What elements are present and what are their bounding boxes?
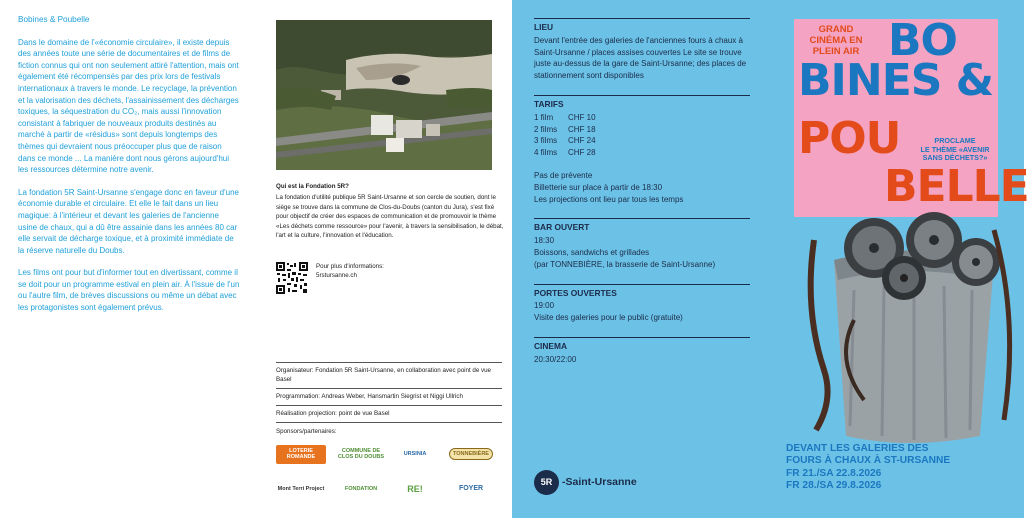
cinema-time: 20:30/22:00 [534, 354, 577, 364]
info-url[interactable]: 5rstursanne.ch [316, 272, 357, 280]
location-line: DEVANT LES GALERIES DES [786, 443, 929, 454]
presale-line: Les projections ont lieu par tous les temps [534, 194, 684, 204]
brand-name: -Saint-Ursanne [562, 475, 637, 488]
section-bar [534, 218, 750, 270]
tarif-row [534, 135, 750, 147]
theme-line: SANS DÉCHETS?» [922, 153, 988, 163]
bar-heading: BAR OUVERT [534, 222, 590, 233]
theme-line: PROCLAME [934, 136, 976, 145]
info-block [316, 262, 384, 281]
sponsor-name-mont-terri: Mont Terri Project [277, 485, 325, 492]
lieu-text: Devant l'entrée des galeries de l'anciennes fours à chaux à Saint-Ursanne / places assises couvertes Le site se trouve juste au-dessus de la gare de Saint-Ursanne; des places de stationnement sont disponibles [534, 35, 747, 81]
intro-panel [0, 0, 256, 518]
tarif-price: CHF 28 [568, 148, 596, 158]
foundation-panel [256, 0, 512, 518]
sponsor-name-foyer: FOYER [458, 484, 484, 492]
intro-paragraph-1: Dans le domaine de l'«économie circulaire», il existe depuis des années toute une série de documentaires et de films de fiction connus qui ont non seulement attiré l'attention, mais ont également été récompensés par des prix lors de festivals internationaux à travers le monde. Le recyclage, la prévention et la valorisation des déchets, l'assainissement des décharges toxiques, la séquestration du CO₂, mais aussi l'innovation consistant à fabriquer de nouveaux produits destinés au marché à partir de «résidus» sont depuis longtemps des thèmes qui devraient nous préoccuper plus que de raison dans ce monde ... La manière dont nous gérons aujourd'hui les ressources détermine notre avenir. [18, 37, 239, 175]
tarif-films: 3 films [534, 136, 558, 146]
title-line-pou: POU [798, 113, 901, 164]
info-label: Pour plus d'informations: [316, 263, 384, 270]
sponsor-name-fondation: FONDATION [344, 485, 378, 492]
sponsor-name-loterie: LOTERIE ROMANDE [276, 445, 326, 464]
section-tarifs [534, 95, 750, 205]
presale-line: Pas de prévente [534, 170, 593, 180]
sponsors-title: Sponsors/partenaires: [276, 428, 337, 435]
intro-paragraph-3: Les films ont pour but d'informer tout en divertissant, comme il se doit pour un programme estival en plein air. À l'issue de l'un ou l'autre film, de brèves discussions ou même un débat avec les protagonistes sont également prévus. [18, 268, 240, 313]
bar-time: 18:30 [534, 236, 555, 246]
title-line-bo: BO [888, 15, 957, 66]
lieu-heading: LIEU [534, 22, 554, 32]
tarif-films: 2 films [534, 124, 558, 134]
credit-projection: Réalisation projection: point de vue Basel [276, 405, 502, 423]
theme-statement [912, 137, 998, 163]
tarif-row [534, 124, 750, 136]
festival-label-line: PLEIN AIR [812, 46, 860, 57]
location-line: FOURS À CHAUX À ST-URSANNE [786, 455, 951, 467]
sponsor-logo-fondation [336, 478, 386, 500]
sponsor-logo-ursinia [390, 443, 440, 465]
section-lieu [534, 18, 750, 82]
intro-paragraph-2: La fondation 5R Saint-Ursanne s'engage donc en faveur d'une économie durable et circulaire. Et elle le fait dans un lieu magique: à l'intérieur et devant les galeries de l'ancienne usine de chaux, qui a dû être assainie dans les années 80 car elle servait de décharge toxique, et à proximité immédiate de la réserve naturelle du Doubs. [18, 187, 239, 255]
brand-mark: 5R [534, 470, 559, 495]
tarif-price: CHF 10 [568, 112, 596, 122]
tarif-row [534, 147, 750, 159]
tarif-films: 4 films [534, 148, 558, 158]
portes-time: 19:00 [534, 301, 555, 311]
practical-info-panel [512, 0, 768, 518]
festival-label-line: CINÉMA EN [809, 35, 863, 46]
credit-programming: Programmation: Andreas Weber, Hansmartin Siegrist et Niggi Ullrich [276, 388, 502, 405]
credit-organizer: Organisateur: Fondation 5R Saint-Ursanne, en collaboration avec point de vue Basel [276, 362, 502, 388]
bar-line: (par TONNEBIÈRE, la brasserie de Saint-Ursanne) [534, 259, 716, 269]
cover-panel [768, 0, 1029, 518]
festival-label [801, 24, 871, 57]
bar-line: Boissons, sandwichs et grillades [534, 247, 650, 257]
date-line: FR 21./SA 22.8.2026 [786, 467, 882, 479]
cinema-heading: CINEMA [534, 340, 568, 351]
sponsor-logo-mont-terri [276, 478, 326, 500]
tarif-price: CHF 18 [568, 124, 596, 134]
portes-heading: PORTES OUVERTES [534, 287, 617, 298]
aerial-photo [276, 20, 492, 170]
sponsor-name-commune: COMMUNE DE CLOS DU DOUBS [337, 447, 385, 460]
section-portes [534, 284, 750, 324]
portes-text: Visite des galeries pour le public (gratuite) [534, 313, 683, 323]
tarif-films: 1 film [534, 112, 554, 122]
section-cinema [534, 337, 750, 366]
about-text: La fondation d'utilité publique 5R Saint-Ursanne et son cercle de soutien, dont le siège se trouve dans la commune de Clos-du-Doubs (canton du Jura), s'est fixé pour objectif de créer des espaces de communication et de promouvoir le thème «Les déchets comme ressource» pour l'avenir, à travers la sensibilisation, le débat, l'art et la culture, l'innovation et l'éducation. [276, 194, 504, 240]
sponsor-logo-re [390, 478, 440, 500]
sponsor-logo-foyer [446, 478, 496, 500]
tarif-row [534, 112, 750, 124]
date-line: FR 28./SA 29.8.2026 [786, 480, 882, 492]
about-block [276, 182, 506, 240]
about-title: Qui est la Fondation 5R? [276, 183, 349, 190]
brand-logo [534, 470, 637, 495]
credits-block [276, 362, 502, 423]
cover-title-box [794, 15, 1029, 217]
presale-line: Billetterie sur place à partir de 18:30 [534, 182, 663, 192]
sponsor-name-re: RE! [407, 483, 423, 494]
qr-code[interactable] [276, 262, 308, 294]
date-location-block [786, 443, 950, 493]
sponsor-name-tonnebiere: TONNEBIÈRE [449, 448, 493, 461]
tarif-price: CHF 24 [568, 136, 596, 146]
title-line-bines: BINES & [798, 55, 994, 106]
sponsor-logo-tonnebiere [446, 443, 496, 465]
film-reels-bin-illustration [794, 200, 1024, 445]
sponsor-logo-loterie [276, 443, 326, 465]
theme-line: LE THÈME «AVENIR [920, 144, 990, 154]
sponsor-name-ursinia: URSINIA [403, 450, 427, 457]
sponsor-logo-commune [336, 443, 386, 465]
title-line-belle: BELLE [884, 161, 1029, 212]
intro-title: Bobines & Poubelle [18, 15, 90, 24]
tarifs-heading: TARIFS [534, 98, 564, 109]
festival-label-line: GRAND [818, 24, 854, 35]
